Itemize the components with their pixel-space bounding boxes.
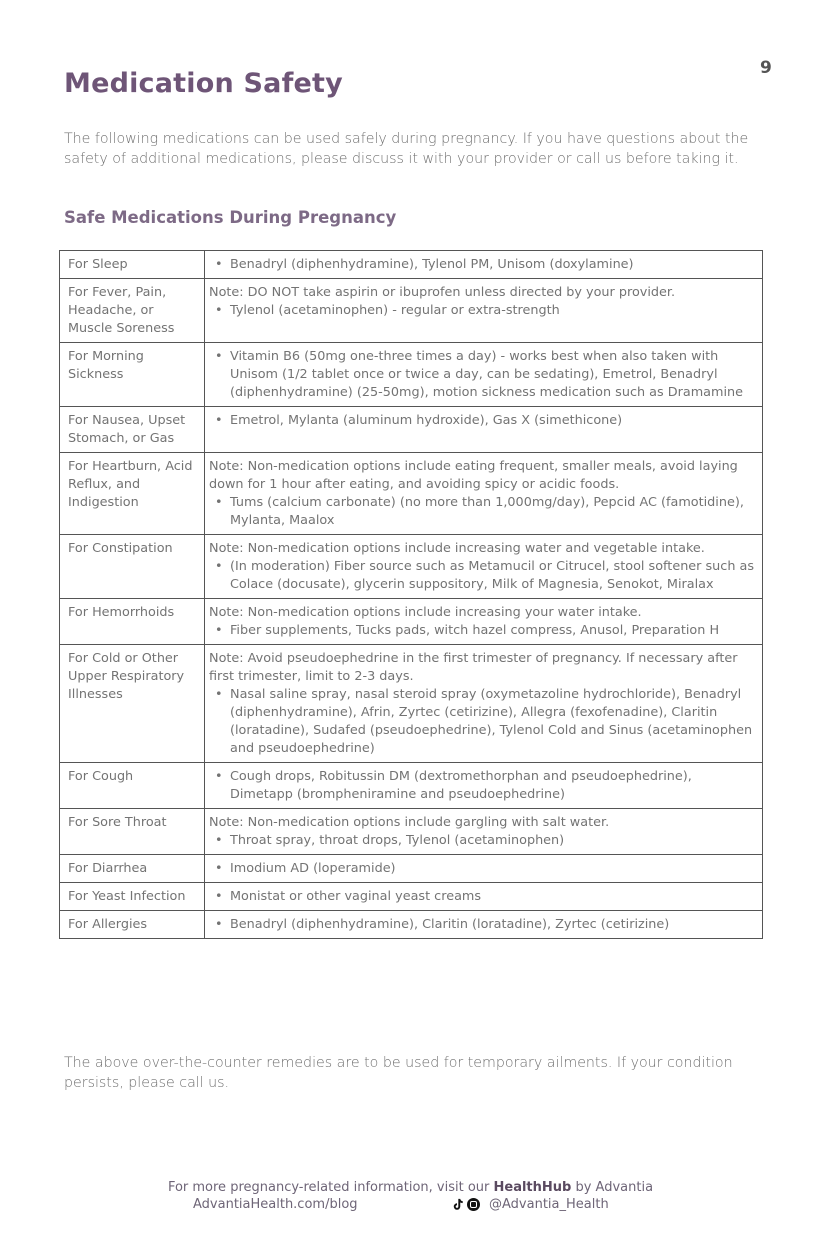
medications-cell [205, 883, 763, 911]
table-row [60, 343, 763, 407]
medication-list [209, 686, 754, 758]
section-subtitle: Safe Medications During Pregnancy [64, 208, 397, 227]
healthhub-link[interactable]: HealthHub [493, 1180, 572, 1195]
category-cell: For Yeast Infection [60, 883, 205, 911]
table-row [60, 453, 763, 535]
list-item: • Tylenol (acetaminophen) - regular or extra-strength [209, 302, 754, 320]
safe-medications-table [59, 250, 763, 939]
closing-paragraph: The above over-the-counter remedies are to be used for temporary ailments. If your condition persists, please call us. [64, 1055, 733, 1091]
footer-info-line [0, 1180, 821, 1195]
category-cell: For Sleep [60, 251, 205, 279]
footer [0, 1180, 821, 1217]
category-cell: For Hemorrhoids [60, 599, 205, 645]
tiktok-icon[interactable] [451, 1198, 464, 1211]
table-row [60, 279, 763, 343]
page-number: 9 [760, 58, 772, 78]
category-cell: For Heartburn, Acid Reflux, and Indigestion [60, 453, 205, 535]
medication-list [209, 412, 754, 430]
category-cell: For Nausea, Upset Stomach, or Gas [60, 407, 205, 453]
medications-cell [205, 809, 763, 855]
list-item: • Tums (calcium carbonate) (no more than 1,000mg/day), Pepcid AC (famotidine), Mylanta, Maalox [209, 494, 754, 530]
medication-list [209, 622, 754, 640]
table-row [60, 407, 763, 453]
table-row [60, 763, 763, 809]
list-item: • Nasal saline spray, nasal steroid spray (oxymetazoline hydrochloride), Benadryl (diphenhydramine), Afrin, Zyrtec (cetirizine), Allegra (fexofenadine), Claritin (loratadine), Sudafed (pseudoephedrine), Tylenol Cold and Sinus (acetaminophen and pseudoephedrine) [209, 686, 754, 758]
medication-list [209, 832, 754, 850]
table-row [60, 809, 763, 855]
table-row [60, 599, 763, 645]
category-cell: For Diarrhea [60, 855, 205, 883]
medications-cell [205, 453, 763, 535]
category-cell: For Allergies [60, 911, 205, 939]
list-item: • Emetrol, Mylanta (aluminum hydroxide), Gas X (simethicone) [209, 412, 754, 430]
table-row [60, 855, 763, 883]
medications-cell [205, 855, 763, 883]
note-text: Note: Avoid pseudoephedrine in the first trimester of pregnancy. If necessary after first trimester, limit to 2-3 days. [209, 651, 738, 684]
medication-list [209, 302, 754, 320]
note-text: Note: DO NOT take aspirin or ibuprofen unless directed by your provider. [209, 285, 676, 300]
medication-list [209, 348, 754, 402]
note-text: Note: Non-medication options include increasing your water intake. [209, 605, 642, 620]
list-item: • (In moderation) Fiber source such as Metamucil or Citrucel, stool softener such as Colace (docusate), glycerin suppository, Milk of Magnesia, Senokot, Miralax [209, 558, 754, 594]
category-cell: For Cough [60, 763, 205, 809]
table-row [60, 883, 763, 911]
medications-cell [205, 599, 763, 645]
medications-cell [205, 343, 763, 407]
note-text: Note: Non-medication options include increasing water and vegetable intake. [209, 541, 705, 556]
category-cell: For Constipation [60, 535, 205, 599]
note-text: Note: Non-medication options include gargling with salt water. [209, 815, 610, 830]
instagram-icon[interactable] [467, 1198, 480, 1211]
medications-cell [205, 251, 763, 279]
medication-list [209, 768, 754, 804]
footer-prefix: For more pregnancy-related information, visit our [167, 1180, 494, 1195]
medication-list [209, 256, 754, 274]
medication-list [209, 916, 754, 934]
intro-paragraph: The following medications can be used safely during pregnancy. If you have questions about the safety of additional medications, please discuss it with your provider or call us before taking it. [64, 131, 749, 167]
list-item: • Fiber supplements, Tucks pads, witch hazel compress, Anusol, Preparation H [209, 622, 754, 640]
medications-cell [205, 645, 763, 763]
list-item: • Imodium AD (loperamide) [209, 860, 754, 878]
footer-suffix: by Advantia [571, 1180, 654, 1195]
medications-cell [205, 407, 763, 453]
table-row [60, 645, 763, 763]
medications-cell [205, 279, 763, 343]
category-cell: For Morning Sickness [60, 343, 205, 407]
list-item: • Throat spray, throat drops, Tylenol (acetaminophen) [209, 832, 754, 850]
list-item: • Monistat or other vaginal yeast creams [209, 888, 754, 906]
medications-cell [205, 763, 763, 809]
category-cell: For Fever, Pain, Headache, or Muscle Soreness [60, 279, 205, 343]
list-item: • Benadryl (diphenhydramine), Claritin (loratadine), Zyrtec (cetirizine) [209, 916, 754, 934]
list-item: • Benadryl (diphenhydramine), Tylenol PM, Unisom (doxylamine) [209, 256, 754, 274]
table-row [60, 251, 763, 279]
medications-cell [205, 911, 763, 939]
medications-cell [205, 535, 763, 599]
medication-list [209, 860, 754, 878]
medication-list [209, 888, 754, 906]
list-item: • Cough drops, Robitussin DM (dextromethorphan and pseudoephedrine), Dimetapp (brompheniramine and pseudoephedrine) [209, 768, 754, 804]
medication-list [209, 558, 754, 594]
note-text: Note: Non-medication options include eating frequent, smaller meals, avoid laying down for 1 hour after eating, and avoiding spicy or acidic foods. [209, 459, 738, 492]
table-row [60, 535, 763, 599]
social-handle[interactable]: @Advantia_Health [489, 1197, 609, 1212]
medication-list [209, 494, 754, 530]
blog-link[interactable]: AdvantiaHealth.com/blog [193, 1197, 358, 1212]
category-cell: For Cold or Other Upper Respiratory Illnesses [60, 645, 205, 763]
page-title: Medication Safety [64, 68, 343, 99]
table-row [60, 911, 763, 939]
social-handles [451, 1197, 609, 1212]
list-item: • Vitamin B6 (50mg one-three times a day) - works best when also taken with Unisom (1/2 tablet once or twice a day, can be sedating), Emetrol, Benadryl (diphenhydramine) (25-50mg), motion sickness medication such as Dramamine [209, 348, 754, 402]
category-cell: For Sore Throat [60, 809, 205, 855]
